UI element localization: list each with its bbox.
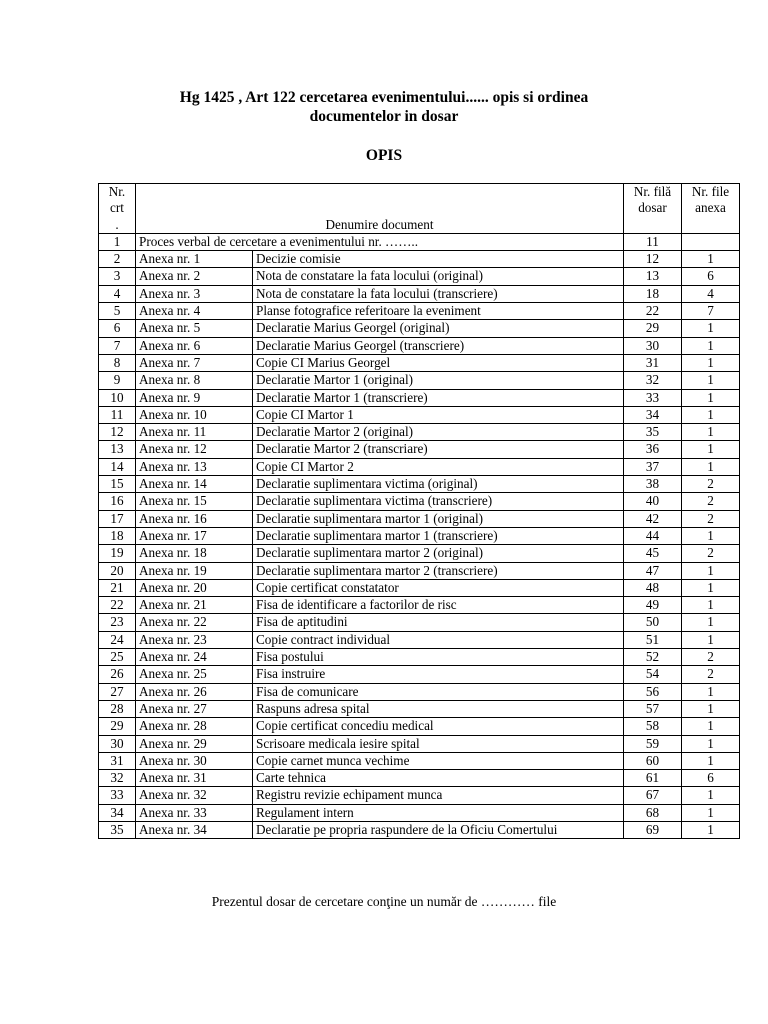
document-title: [0, 88, 768, 126]
row-denumire: Declaratie pe propria raspundere de la Oficiu Comertului: [253, 821, 624, 838]
row-denumire: Declaratie suplimentara martor 1 (original): [253, 510, 624, 527]
table-row: [99, 770, 740, 787]
row-file-anexa: 1: [682, 372, 740, 389]
row-anexa-label: Anexa nr. 31: [136, 770, 253, 787]
row-anexa-label: Anexa nr. 21: [136, 597, 253, 614]
row-fila: 13: [624, 268, 682, 285]
row-anexa-label: Anexa nr. 16: [136, 510, 253, 527]
row-fila: 69: [624, 821, 682, 838]
row-fila: 60: [624, 752, 682, 769]
row-nr: 27: [99, 683, 136, 700]
row-nr: 32: [99, 770, 136, 787]
row-nr: 19: [99, 545, 136, 562]
row-nr: 7: [99, 337, 136, 354]
row-anexa-label: Anexa nr. 4: [136, 303, 253, 320]
row-anexa-label: Anexa nr. 24: [136, 649, 253, 666]
row-anexa-label: Anexa nr. 3: [136, 285, 253, 302]
row-nr: 22: [99, 597, 136, 614]
row-denumire: Declaratie Martor 2 (transcriare): [253, 441, 624, 458]
row-denumire: Declaratie suplimentara victima (transcriere): [253, 493, 624, 510]
row-fila: 45: [624, 545, 682, 562]
row-fila: 49: [624, 597, 682, 614]
header-nr-line1: Nr.: [108, 184, 126, 199]
row-nr: 35: [99, 821, 136, 838]
row-nr: 34: [99, 804, 136, 821]
row-anexa-label: Anexa nr. 8: [136, 372, 253, 389]
row-file-anexa: 1: [682, 406, 740, 423]
table-row: [99, 285, 740, 302]
row-anexa-label: Anexa nr. 34: [136, 821, 253, 838]
row-file-anexa: 6: [682, 770, 740, 787]
table-row: [99, 441, 740, 458]
row-file-anexa: 1: [682, 527, 740, 544]
row-fila: 30: [624, 337, 682, 354]
row-file-anexa: 4: [682, 285, 740, 302]
row-fila: 33: [624, 389, 682, 406]
row-fila: 37: [624, 458, 682, 475]
table-row: [99, 476, 740, 493]
table-row: [99, 493, 740, 510]
table-row: [99, 337, 740, 354]
row-anexa-label: Anexa nr. 11: [136, 424, 253, 441]
table-row: [99, 372, 740, 389]
row-file-anexa: 1: [682, 821, 740, 838]
row-fila: 68: [624, 804, 682, 821]
row-denumire: Declaratie Martor 1 (transcriere): [253, 389, 624, 406]
row-file-anexa: 1: [682, 320, 740, 337]
row-fila: 51: [624, 631, 682, 648]
row-nr: 4: [99, 285, 136, 302]
row-denumire: Fisa de identificare a factorilor de risc: [253, 597, 624, 614]
row-nr: 30: [99, 735, 136, 752]
row-file-anexa: 2: [682, 510, 740, 527]
row-nr: 16: [99, 493, 136, 510]
table-row: [99, 700, 740, 717]
table-row: [99, 804, 740, 821]
row-fila: 11: [624, 233, 682, 250]
row-nr: 21: [99, 579, 136, 596]
table-row: [99, 545, 740, 562]
row-anexa-label: Anexa nr. 33: [136, 804, 253, 821]
row-file-anexa: 1: [682, 700, 740, 717]
row-denumire: Declaratie suplimentara victima (original): [253, 476, 624, 493]
row-denumire: Declaratie Marius Georgel (original): [253, 320, 624, 337]
row-file-anexa: 1: [682, 251, 740, 268]
row-anexa-label: Anexa nr. 26: [136, 683, 253, 700]
row-file-anexa: 1: [682, 718, 740, 735]
row-anexa-label: Anexa nr. 17: [136, 527, 253, 544]
opis-table: [98, 183, 740, 839]
row-fila: 38: [624, 476, 682, 493]
row-nr: 24: [99, 631, 136, 648]
table-row: [99, 752, 740, 769]
row-fila: 54: [624, 666, 682, 683]
row-fila: 35: [624, 424, 682, 441]
header-fila-line1: Nr. filă: [633, 184, 672, 199]
row-fila: 36: [624, 441, 682, 458]
table-row: [99, 251, 740, 268]
row-fila: 22: [624, 303, 682, 320]
row-denumire: Copie carnet munca vechime: [253, 752, 624, 769]
opis-heading: OPIS: [365, 147, 403, 164]
row-nr: 12: [99, 424, 136, 441]
row-anexa-label: Anexa nr. 25: [136, 666, 253, 683]
row-denumire: Decizie comisie: [253, 251, 624, 268]
row-file-anexa: 1: [682, 337, 740, 354]
row-nr: 20: [99, 562, 136, 579]
row-denumire: Copie CI Martor 2: [253, 458, 624, 475]
row-nr: 14: [99, 458, 136, 475]
row-fila: 40: [624, 493, 682, 510]
row-denumire: Declaratie suplimentara martor 1 (transcriere): [253, 527, 624, 544]
table-row: [99, 631, 740, 648]
row-nr: 29: [99, 718, 136, 735]
row-anexa-label: Anexa nr. 20: [136, 579, 253, 596]
row-file-anexa: 1: [682, 735, 740, 752]
table-row: [99, 735, 740, 752]
row-fila: 12: [624, 251, 682, 268]
row-file-anexa: 2: [682, 476, 740, 493]
row-denumire: Regulament intern: [253, 804, 624, 821]
row-fila: 48: [624, 579, 682, 596]
row-file-anexa: 1: [682, 787, 740, 804]
row-anexa-label: Anexa nr. 9: [136, 389, 253, 406]
footer-note: Prezentul dosar de cercetare conţine un număr de ………… file: [211, 894, 557, 909]
row-nr: 28: [99, 700, 136, 717]
row-fila: 34: [624, 406, 682, 423]
row-nr: 17: [99, 510, 136, 527]
row-anexa-label: Anexa nr. 28: [136, 718, 253, 735]
table-row: [99, 527, 740, 544]
row-fila: 42: [624, 510, 682, 527]
table-row: [99, 406, 740, 423]
row-denumire: Declaratie suplimentara martor 2 (transcriere): [253, 562, 624, 579]
row-fila: 18: [624, 285, 682, 302]
row-nr: 26: [99, 666, 136, 683]
header-nr-line3: .: [115, 216, 119, 232]
row-file-anexa: 2: [682, 545, 740, 562]
row-denumire: Declaratie Marius Georgel (transcriere): [253, 337, 624, 354]
row-anexa-label: Anexa nr. 18: [136, 545, 253, 562]
row-denumire: Fisa de aptitudini: [253, 614, 624, 631]
row-file-anexa: 6: [682, 268, 740, 285]
row-nr: 5: [99, 303, 136, 320]
row-anexa-label: Anexa nr. 2: [136, 268, 253, 285]
row-fila: 57: [624, 700, 682, 717]
row-nr: 13: [99, 441, 136, 458]
row-nr: 33: [99, 787, 136, 804]
row-nr: 3: [99, 268, 136, 285]
row-file-anexa: 1: [682, 562, 740, 579]
row-nr: 18: [99, 527, 136, 544]
row-denumire: Nota de constatare la fata locului (original): [253, 268, 624, 285]
row-denumire: Planse fotografice referitoare la eveniment: [253, 303, 624, 320]
row-anexa-label: Anexa nr. 1: [136, 251, 253, 268]
row-denumire: Copie CI Marius Georgel: [253, 354, 624, 371]
row-nr: 10: [99, 389, 136, 406]
row-anexa-label: Anexa nr. 30: [136, 752, 253, 769]
row-anexa-label: Anexa nr. 7: [136, 354, 253, 371]
row-nr: 1: [99, 233, 136, 250]
row-fila: 59: [624, 735, 682, 752]
row-file-anexa: 2: [682, 493, 740, 510]
row-nr: 25: [99, 649, 136, 666]
row-file-anexa: 1: [682, 441, 740, 458]
row-file-anexa: 7: [682, 303, 740, 320]
row-anexa-label: Anexa nr. 14: [136, 476, 253, 493]
table-row: [99, 320, 740, 337]
row-anexa-label: Anexa nr. 13: [136, 458, 253, 475]
row-file-anexa: 1: [682, 804, 740, 821]
header-anexa-line2: anexa: [695, 200, 726, 216]
row-file-anexa: 1: [682, 424, 740, 441]
header-denumire: Denumire document: [136, 184, 624, 234]
row-denumire: Copie contract individual: [253, 631, 624, 648]
table-row: [99, 683, 740, 700]
row-denumire: Declaratie suplimentara martor 2 (original): [253, 545, 624, 562]
row-denumire: Copie certificat constatator: [253, 579, 624, 596]
table-row: [99, 666, 740, 683]
table-row: [99, 354, 740, 371]
row-file-anexa: 1: [682, 579, 740, 596]
row-anexa-label: Anexa nr. 10: [136, 406, 253, 423]
row-fila: 47: [624, 562, 682, 579]
table-row: [99, 597, 740, 614]
table-row: [99, 424, 740, 441]
row-file-anexa: 1: [682, 354, 740, 371]
row-fila: 58: [624, 718, 682, 735]
row-file-anexa: 1: [682, 597, 740, 614]
row-denumire: Nota de constatare la fata locului (transcriere): [253, 285, 624, 302]
row-file-anexa: 2: [682, 666, 740, 683]
table-row: [99, 649, 740, 666]
table-body: [99, 233, 740, 838]
row-anexa-label: Anexa nr. 27: [136, 700, 253, 717]
header-nr-fila: [624, 184, 682, 234]
row-fila: 56: [624, 683, 682, 700]
table-row: [99, 233, 740, 250]
row-denumire: Raspuns adresa spital: [253, 700, 624, 717]
row-denumire: Fisa postului: [253, 649, 624, 666]
row-nr: 23: [99, 614, 136, 631]
row-anexa-label: Anexa nr. 15: [136, 493, 253, 510]
header-anexa-line1: Nr. file: [691, 184, 730, 199]
row-fila: 67: [624, 787, 682, 804]
row-denumire: Proces verbal de cercetare a evenimentului nr. ……..: [136, 233, 624, 250]
table-row: [99, 718, 740, 735]
row-fila: 32: [624, 372, 682, 389]
row-file-anexa: 1: [682, 389, 740, 406]
row-anexa-label: Anexa nr. 23: [136, 631, 253, 648]
row-nr: 9: [99, 372, 136, 389]
header-nr-crt: [99, 184, 136, 234]
row-nr: 11: [99, 406, 136, 423]
table-row: [99, 268, 740, 285]
row-file-anexa: 1: [682, 683, 740, 700]
table-row: [99, 821, 740, 838]
row-fila: 50: [624, 614, 682, 631]
row-nr: 6: [99, 320, 136, 337]
row-file-anexa: 1: [682, 614, 740, 631]
header-nr-file-anexa: [682, 184, 740, 234]
row-anexa-label: Anexa nr. 19: [136, 562, 253, 579]
document-title-line2: documentelor in dosar: [309, 108, 459, 125]
document-title-line1: Hg 1425 , Art 122 cercetarea evenimentului...... opis si ordinea: [179, 89, 589, 106]
row-anexa-label: Anexa nr. 29: [136, 735, 253, 752]
header-fila-line2: dosar: [638, 200, 667, 216]
row-denumire: Declaratie Martor 2 (original): [253, 424, 624, 441]
row-denumire: Fisa de comunicare: [253, 683, 624, 700]
table-row: [99, 458, 740, 475]
row-anexa-label: Anexa nr. 5: [136, 320, 253, 337]
row-anexa-label: Anexa nr. 32: [136, 787, 253, 804]
header-nr-line2: crt: [110, 200, 124, 216]
row-fila: 44: [624, 527, 682, 544]
table-row: [99, 579, 740, 596]
row-denumire: Carte tehnica: [253, 770, 624, 787]
row-denumire: Scrisoare medicala iesire spital: [253, 735, 624, 752]
row-file-anexa: 1: [682, 631, 740, 648]
table-row: [99, 389, 740, 406]
table-header-row: [99, 184, 740, 234]
row-nr: 8: [99, 354, 136, 371]
table-row: [99, 303, 740, 320]
row-nr: 15: [99, 476, 136, 493]
table-row: [99, 562, 740, 579]
row-anexa-label: Anexa nr. 6: [136, 337, 253, 354]
row-fila: 61: [624, 770, 682, 787]
row-denumire: Fisa instruire: [253, 666, 624, 683]
row-fila: 52: [624, 649, 682, 666]
row-anexa-label: Anexa nr. 22: [136, 614, 253, 631]
table-row: [99, 614, 740, 631]
row-nr: 2: [99, 251, 136, 268]
table-row: [99, 510, 740, 527]
row-denumire: Copie certificat concediu medical: [253, 718, 624, 735]
table-row: [99, 787, 740, 804]
row-file-anexa: 1: [682, 752, 740, 769]
row-denumire: Registru revizie echipament munca: [253, 787, 624, 804]
row-file-anexa: 2: [682, 649, 740, 666]
row-denumire: Copie CI Martor 1: [253, 406, 624, 423]
row-denumire: Declaratie Martor 1 (original): [253, 372, 624, 389]
row-fila: 29: [624, 320, 682, 337]
row-nr: 31: [99, 752, 136, 769]
row-fila: 31: [624, 354, 682, 371]
row-file-anexa: 1: [682, 458, 740, 475]
row-file-anexa: [682, 233, 740, 250]
row-anexa-label: Anexa nr. 12: [136, 441, 253, 458]
